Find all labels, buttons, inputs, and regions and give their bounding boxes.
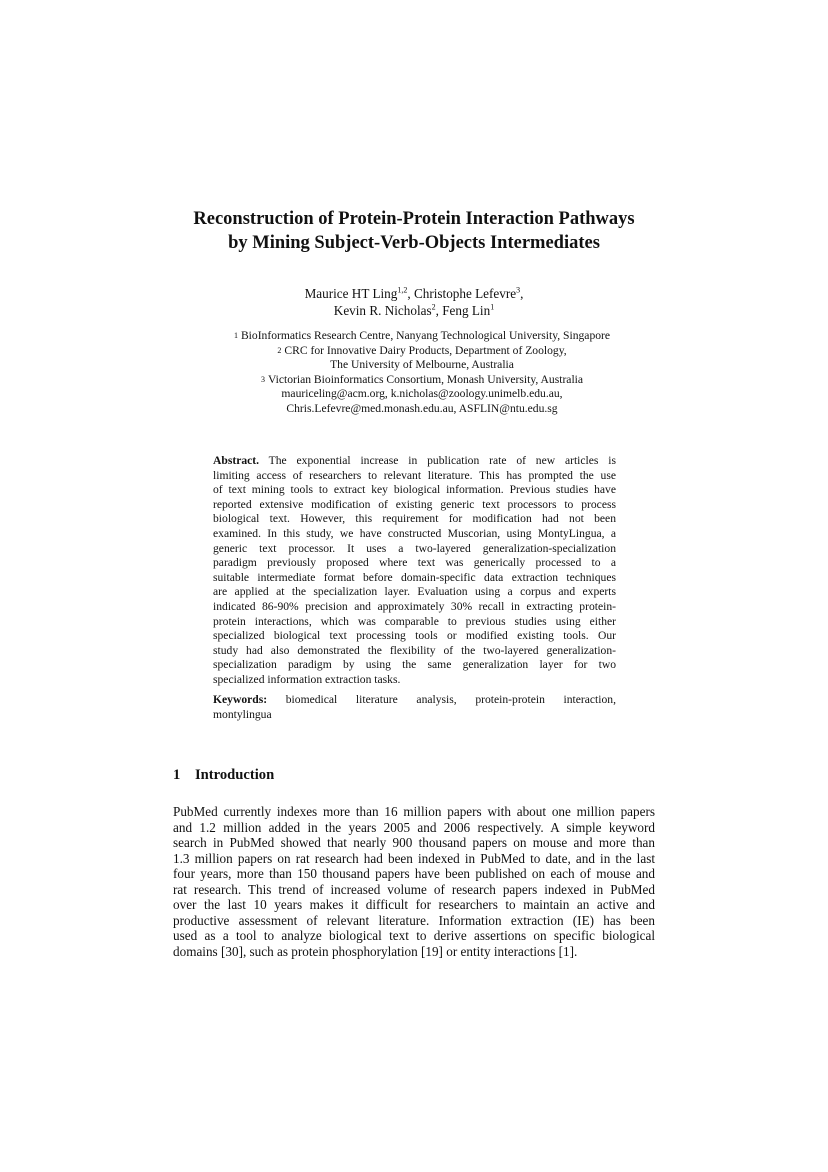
body-line: search in PubMed showed that nearly 900 thousand papers on mouse and more than [173, 835, 655, 850]
body-line: over the last 10 years makes it difficult for researchers to maintain an active and [173, 897, 655, 912]
affiliations [150, 329, 694, 417]
author-separator: , [435, 303, 443, 318]
body-line: and 1.2 million added in the years 2005 and 2006 respectively. A simple keyword [173, 819, 655, 835]
abstract-line: specialized information extraction tasks. [213, 672, 401, 686]
abstract-line: are applied at the specialization layer. Evaluation using a corpus and experts [213, 585, 616, 599]
author-separator: , [407, 286, 414, 301]
keywords-line: Keywords: biomedical literature analysis, protein-protein interaction, [213, 693, 616, 706]
abstract-line: paradigm previously proposed where text was generically processed to a [213, 556, 616, 570]
body-line: PubMed currently indexes more than 16 million papers with about one million papers [173, 804, 655, 819]
author-name: Kevin R. Nicholas [333, 303, 432, 318]
affiliation-line: 3 Victorian Bioinformatics Consortium, Monash University, Australia [260, 372, 584, 386]
abstract-line: specialization paradigm by using the same generalization layer for two [213, 658, 616, 672]
abstract [213, 454, 616, 688]
affiliation-number: 2 [277, 345, 282, 355]
body-line: domains [30], such as protein phosphorylation [19] or entity interactions [1]. [173, 943, 578, 959]
email-line: mauriceling@acm.org, k.nicholas@zoology.unimelb.edu.au, [281, 387, 563, 401]
abstract-line: of text mining tools to extract key biological information. Previous studies have [213, 483, 616, 497]
abstract-line: protein interactions, which was comparable to previous studies using either [213, 614, 616, 628]
body-line: 1.3 million papers on rat research had been indexed in PubMed to date, and in the last [173, 850, 655, 866]
affiliation-line: 2 CRC for Innovative Dairy Products, Department of Zoology, [277, 343, 567, 357]
affiliation-line: 1 BioInformatics Research Centre, Nanyang Technological University, Singapore [233, 329, 611, 342]
author-name: Christophe Lefevre [413, 286, 517, 301]
affiliation-number: 3 [260, 374, 265, 384]
author-line-1 [150, 285, 678, 302]
section-heading [173, 766, 274, 784]
abstract-line: examined. In this study, we have constructed Muscorian, using MontyLingua, a [213, 526, 616, 540]
author-name: Feng Lin [442, 303, 491, 318]
author-affiliation-mark: 3 [516, 285, 521, 295]
abstract-line: specialized biological text processing tools or modified existing tools. Our [213, 629, 616, 643]
paper-title [150, 207, 678, 255]
body-line: productive assessment of relevant literature. Information extraction (IE) has been [173, 912, 655, 928]
abstract-label: Abstract. [213, 454, 260, 467]
affiliation-line: The University of Melbourne, Australia [330, 358, 514, 372]
keywords-line: montylingua [213, 707, 272, 721]
keywords [213, 693, 616, 722]
author-affiliation-mark: 1 [490, 302, 495, 312]
body-line: four years, more than 150 thousand papers have been published on each of mouse and [173, 866, 655, 881]
title-line-1: Reconstruction of Protein-Protein Interaction Pathways [193, 209, 635, 229]
title-line-2: by Mining Subject-Verb-Objects Intermediates [228, 233, 600, 253]
abstract-line: suitable intermediate format before domain-specific data extraction techniques [213, 570, 616, 584]
abstract-line: generic text processor. It uses a two-layered generalization-specialization [213, 541, 616, 555]
keywords-label: Keywords: [213, 693, 268, 706]
abstract-line: Abstract. The exponential increase in publication rate of new articles is [213, 454, 616, 467]
author-affiliation-mark: 1,2 [397, 285, 408, 295]
abstract-line: study had also demonstrated the flexibility of the two-layered generalization- [213, 643, 616, 657]
abstract-line: reported extensive modification of existing generic text processors to process [213, 497, 616, 511]
abstract-line: limiting access of researchers to relevant literature. This has prompted the use [213, 468, 616, 482]
author-separator: , [520, 286, 524, 301]
email-line: Chris.Lefevre@med.monash.edu.au, ASFLIN@ntu.edu.sg [286, 401, 558, 415]
author-affiliation-mark: 2 [431, 302, 436, 312]
abstract-line: indicated 86-90% precision and approximately 30% recall in extracting protein- [213, 599, 616, 613]
section-title: Introduction [195, 767, 275, 783]
abstract-line: biological text. However, this requirement for modification had not been [213, 512, 616, 526]
section-number: 1 [173, 767, 181, 783]
body-line: used as a tool to analyze biological text to derive assertions on specific biological [173, 928, 655, 943]
affiliation-number: 1 [233, 331, 238, 340]
author-name: Maurice HT Ling [304, 286, 398, 301]
author-line-2 [150, 302, 678, 319]
intro-paragraph [173, 804, 655, 959]
body-line: rat research. This trend of increased volume of research papers indexed in PubMed [173, 881, 655, 897]
author-list [150, 285, 678, 319]
